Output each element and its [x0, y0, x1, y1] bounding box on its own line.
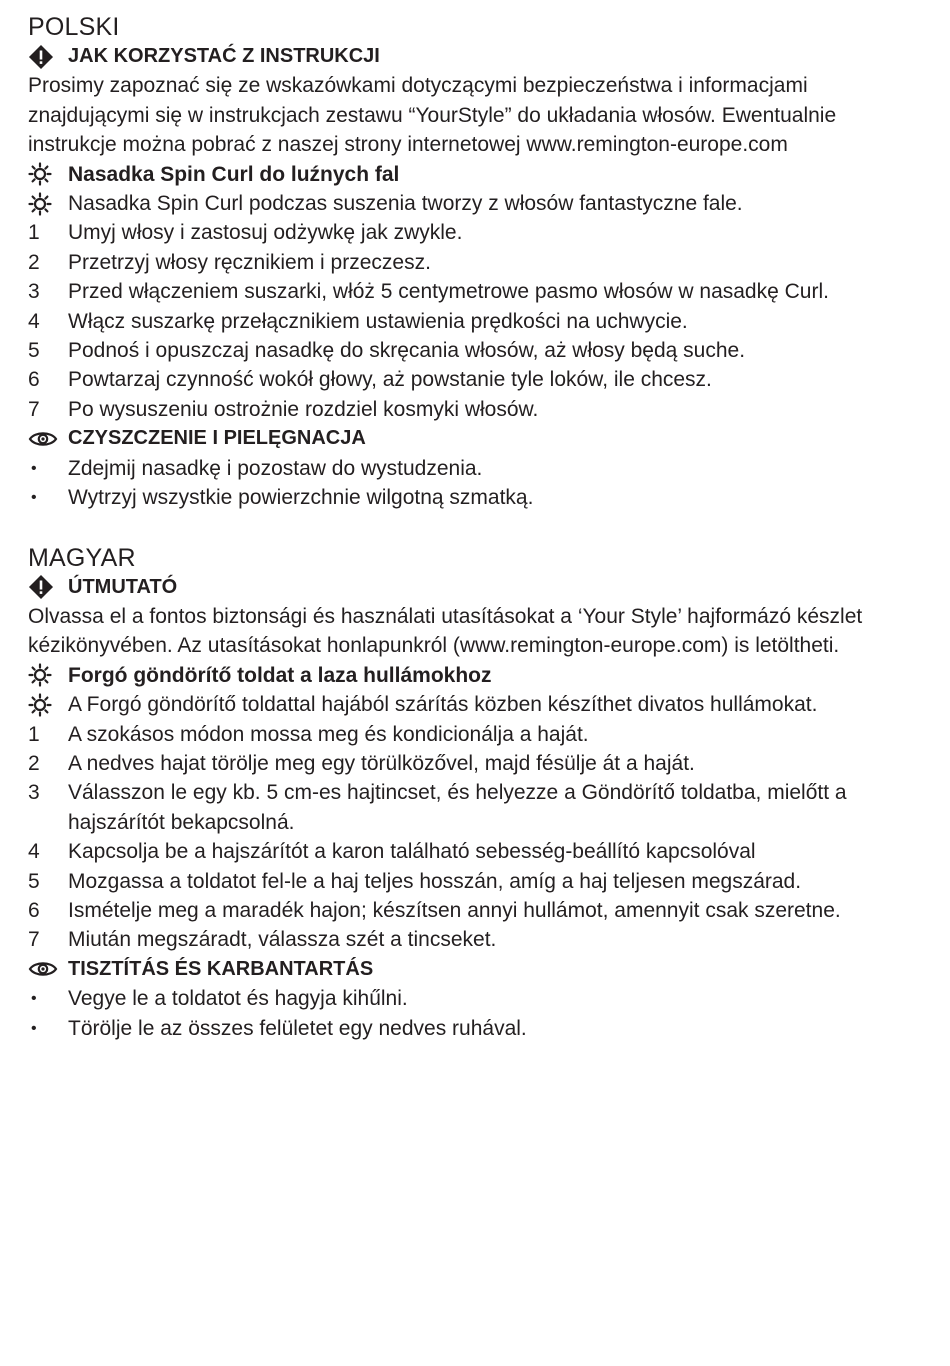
step-text: Umyj włosy i zastosuj odżywkę jak zwykle.	[68, 221, 463, 245]
care-heading-row	[28, 424, 910, 453]
step-item	[28, 248, 910, 277]
sun-tip-icon	[28, 189, 68, 218]
step-text: Kapcsolja be a hajszárítót a karon található sebesség-beállító kapcsolóval	[68, 840, 756, 864]
bullet-icon: •	[31, 1019, 37, 1037]
warning-heading-row	[28, 42, 910, 71]
step-text: Ismételje meg a maradék hajon; készítsen annyi hullámot, amennyit csak szeretne.	[68, 898, 841, 922]
language-heading: POLSKI	[28, 13, 120, 41]
step-text: Válasszon le egy kb. 5 cm-es hajtincset, és helyezze a Göndörítő toldatba, mielőtt a hajszárítót bekapcsolná.	[68, 781, 847, 834]
step-item	[28, 336, 910, 365]
section-magyar	[28, 543, 910, 1044]
step-text: Mozgassa a toldatot fel-le a haj teljes hosszán, amíg a haj teljesen megszárad.	[68, 869, 802, 893]
tip-text: Nasadka Spin Curl podczas suszenia tworzy z włosów fantastyczne fale.	[68, 192, 743, 216]
intro-text: Olvassa el a fontos biztonsági és használati utasításokat a ‘Your Style’ hajformázó készlet kézikönyvében. Az utasításokat honlapunkról (www.remington-europe.com) is letöltheti.	[28, 604, 863, 658]
tip-text-row	[28, 189, 910, 218]
step-item	[28, 837, 910, 866]
step-number: 7	[28, 397, 40, 421]
step-text: Przed włączeniem suszarki, włóż 5 centymetrowe pasmo włosów w nasadkę Curl.	[68, 280, 829, 304]
sun-tip-icon	[28, 690, 68, 719]
care-text: Vegye le a toldatot és hagyja kihűlni.	[68, 987, 408, 1011]
section-polski	[28, 12, 910, 513]
step-item	[28, 218, 910, 247]
tip-text-row	[28, 690, 910, 719]
warning-heading-row	[28, 573, 910, 602]
step-text: Podnoś i opuszczaj nasadkę do skręcania włosów, aż włosy będą suche.	[68, 339, 746, 363]
step-number: 1	[28, 722, 40, 746]
language-heading: MAGYAR	[28, 543, 136, 572]
steps-list	[28, 218, 910, 424]
step-number: 5	[28, 339, 40, 363]
bullet-icon: •	[31, 990, 37, 1008]
step-text: Po wysuszeniu ostrożnie rozdziel kosmyki włosów.	[68, 397, 539, 421]
care-item	[28, 483, 910, 512]
step-number: 4	[28, 840, 40, 864]
step-number: 3	[28, 280, 40, 304]
care-heading-row	[28, 955, 910, 984]
care-list	[28, 984, 910, 1043]
step-item	[28, 778, 910, 837]
step-number: 7	[28, 928, 40, 952]
step-item	[28, 867, 910, 896]
care-text: Zdejmij nasadkę i pozostaw do wystudzenia.	[68, 456, 483, 480]
step-number: 6	[28, 898, 40, 922]
eye-icon	[28, 955, 68, 984]
step-text: Powtarzaj czynność wokół głowy, aż powstanie tyle loków, ile chcesz.	[68, 368, 712, 392]
warning-diamond-icon	[28, 573, 68, 602]
step-text: Przetrzyj włosy ręcznikiem i przeczesz.	[68, 250, 431, 274]
warning-diamond-icon	[28, 42, 68, 71]
care-item	[28, 454, 910, 483]
care-item	[28, 1014, 910, 1043]
tip-title-row	[28, 160, 910, 189]
step-number: 2	[28, 250, 40, 274]
step-item	[28, 720, 910, 749]
step-number: 6	[28, 368, 40, 392]
step-text: Włącz suszarkę przełącznikiem ustawienia prędkości na uchwycie.	[68, 309, 688, 333]
step-number: 2	[28, 751, 40, 775]
care-heading: CZYSZCZENIE I PIELĘGNACJA	[68, 427, 366, 450]
sun-tip-icon	[28, 661, 68, 690]
step-text: A nedves hajat törölje meg egy törülközővel, majd fésülje át a haját.	[68, 751, 695, 775]
step-number: 5	[28, 869, 40, 893]
warning-heading: JAK KORZYSTAĆ Z INSTRUKCJI	[68, 45, 380, 67]
tip-title-row	[28, 661, 910, 690]
step-item	[28, 395, 910, 424]
step-text: A szokásos módon mossa meg és kondicionálja a haját.	[68, 722, 589, 746]
step-number: 3	[28, 781, 40, 805]
step-item	[28, 749, 910, 778]
step-number: 4	[28, 309, 40, 333]
care-heading: TISZTÍTÁS ÉS KARBANTARTÁS	[68, 957, 374, 980]
care-item	[28, 984, 910, 1013]
step-item	[28, 307, 910, 336]
tip-title: Forgó göndörítő toldat a laza hullámokhoz	[68, 663, 492, 687]
warning-heading: ÚTMUTATÓ	[68, 575, 178, 598]
care-text: Wytrzyj wszystkie powierzchnie wilgotną szmatką.	[68, 486, 534, 510]
intro-text: Prosimy zapoznać się ze wskazówkami dotyczącymi bezpieczeństwa i informacjami znajdującymi się w instrukcjach zestawu “YourStyle” do układania włosów. Ewentualnie instrukcje można pobrać z naszej strony internetowej www.remington-europe.com	[28, 74, 837, 157]
step-number: 1	[28, 221, 40, 245]
bullet-icon: •	[31, 459, 37, 477]
care-list	[28, 454, 910, 513]
tip-title: Nasadka Spin Curl do luźnych fal	[68, 162, 400, 186]
steps-list	[28, 720, 910, 955]
step-item	[28, 365, 910, 394]
sun-tip-icon	[28, 160, 68, 189]
bullet-icon: •	[31, 489, 37, 507]
eye-icon	[28, 424, 68, 453]
tip-text: A Forgó göndörítő toldattal hajából szárítás közben készíthet divatos hullámokat.	[68, 693, 818, 717]
care-text: Törölje le az összes felületet egy nedves ruhával.	[68, 1016, 527, 1040]
step-item	[28, 896, 910, 925]
step-item	[28, 277, 910, 306]
step-item	[28, 925, 910, 954]
step-text: Miután megszáradt, válassza szét a tincseket.	[68, 928, 497, 952]
